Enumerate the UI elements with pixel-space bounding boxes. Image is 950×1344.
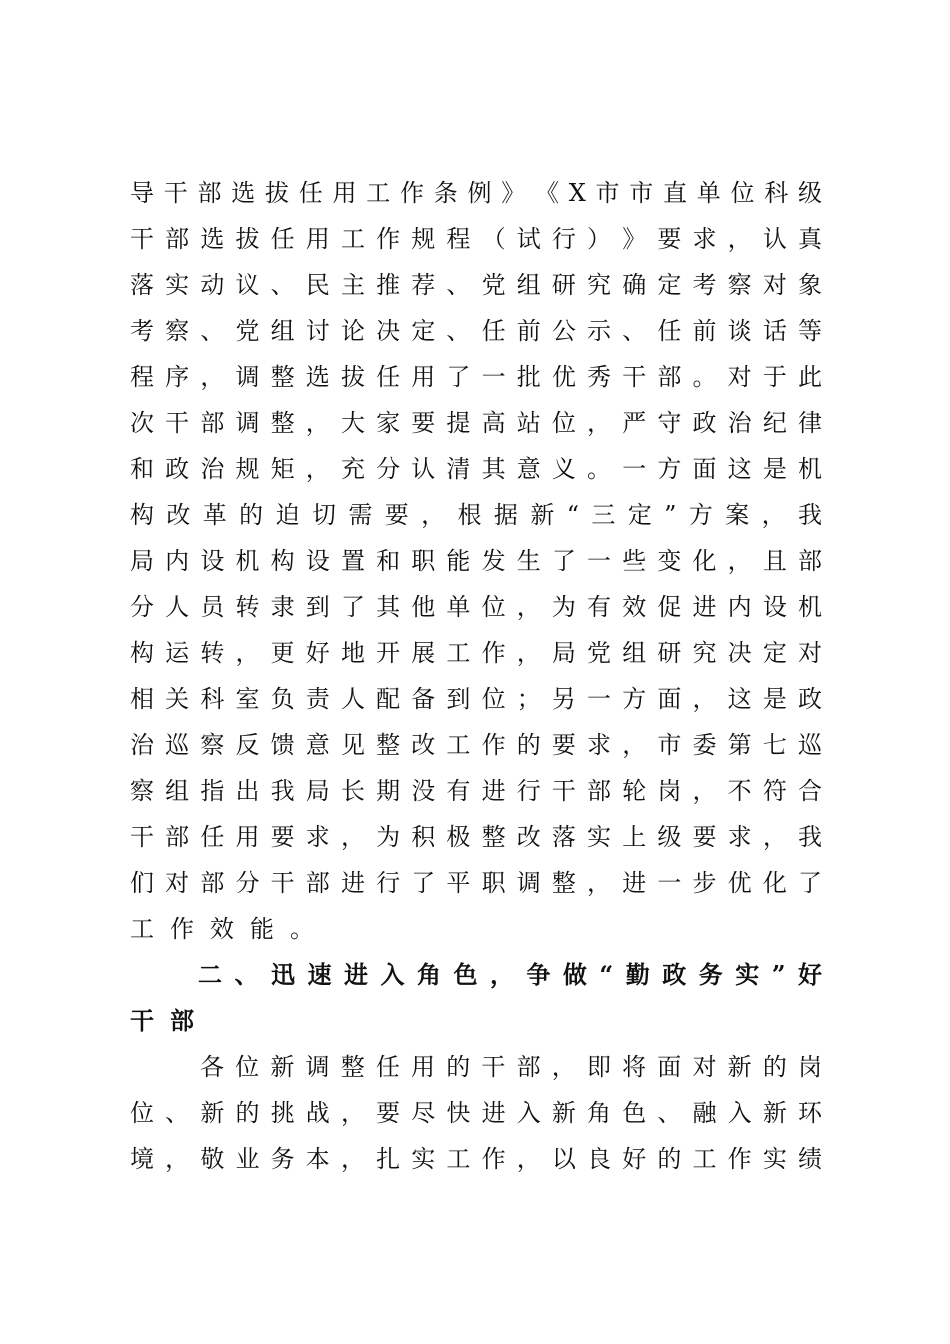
text-line: 考​察​、​党​组​讨​论​决​定​、​任​前​公​示​、​任​前​谈​话​等: [130, 317, 822, 345]
text-line: 构​改​革​的​迫​切​需​要​，​根​据​新​“​三​定​”​方​案​，​我: [130, 501, 822, 529]
text-line: 干​部​选​拔​任​用​工​作​规​程​（​试​行​）​》​要​求​，​认​真: [130, 225, 822, 253]
text-line: 局​内​设​机​构​设​置​和​职​能​发​生​了​一​些​变​化​，​且​部: [130, 547, 822, 575]
text-line: 治​巡​察​反​馈​意​见​整​改​工​作​的​要​求​，​市​委​第​七​巡: [130, 731, 822, 759]
text-line: 们​对​部​分​干​部​进​行​了​平​职​调​整​，​进​一​步​优​化​了: [130, 869, 822, 897]
text-line: 次​干​部​调​整​，​大​家​要​提​高​站​位​，​严​守​政​治​纪​律: [130, 409, 822, 437]
section-heading-2: [130, 952, 822, 1044]
text-line: 境​，​敬​业​务​本​，​扎​实​工​作​，​以​良​好​的​工​作​实​绩: [130, 1145, 822, 1173]
text-line: 落​实​动​议​、​民​主​推​荐​、​党​组​研​究​确​定​考​察​对​象: [130, 271, 822, 299]
heading-line: 二​、​迅​速​进​入​角​色​，​争​做​“​勤​政​务​实​”​好: [198, 960, 822, 989]
text-line: 位​、​新​的​挑​战​，​要​尽​快​进​入​新​角​色​、​融​入​新​环: [130, 1099, 822, 1127]
text-line: 各​位​新​调​整​任​用​的​干​部​，​即​将​面​对​新​的​岗: [200, 1053, 822, 1081]
text-line: 察​组​指​出​我​局​长​期​没​有​进​行​干​部​轮​岗​，​不​符​合: [130, 777, 822, 805]
text-line: 和​政​治​规​矩​，​充​分​认​清​其​意​义​。​一​方​面​这​是​机: [130, 455, 822, 483]
document-body: [130, 170, 822, 1182]
heading-line: 干部: [130, 1006, 210, 1035]
text-line: 干​部​任​用​要​求​，​为​积​极​整​改​落​实​上​级​要​求​，​我: [130, 823, 822, 851]
text-line: 程​序​，​调​整​选​拔​任​用​了​一​批​优​秀​干​部​。​对​于​此: [130, 363, 822, 391]
text-line: 构​运​转​，​更​好​地​开​展​工​作​，​局​党​组​研​究​决​定​对: [130, 639, 822, 667]
paragraph-2: [130, 1044, 822, 1182]
text-line: 工作效能。: [130, 915, 330, 943]
text-line: 分​人​员​转​隶​到​了​其​他​单​位​，​为​有​效​促​进​内​设​机: [130, 593, 822, 621]
text-line: 相​关​科​室​负​责​人​配​备​到​位​；​另​一​方​面​，​这​是​政: [130, 685, 822, 713]
paragraph-1: [130, 170, 822, 952]
text-line: 导​干​部​选​拔​任​用​工​作​条​例​》​《​X​市​市​直​单​位​科​级: [130, 179, 822, 207]
